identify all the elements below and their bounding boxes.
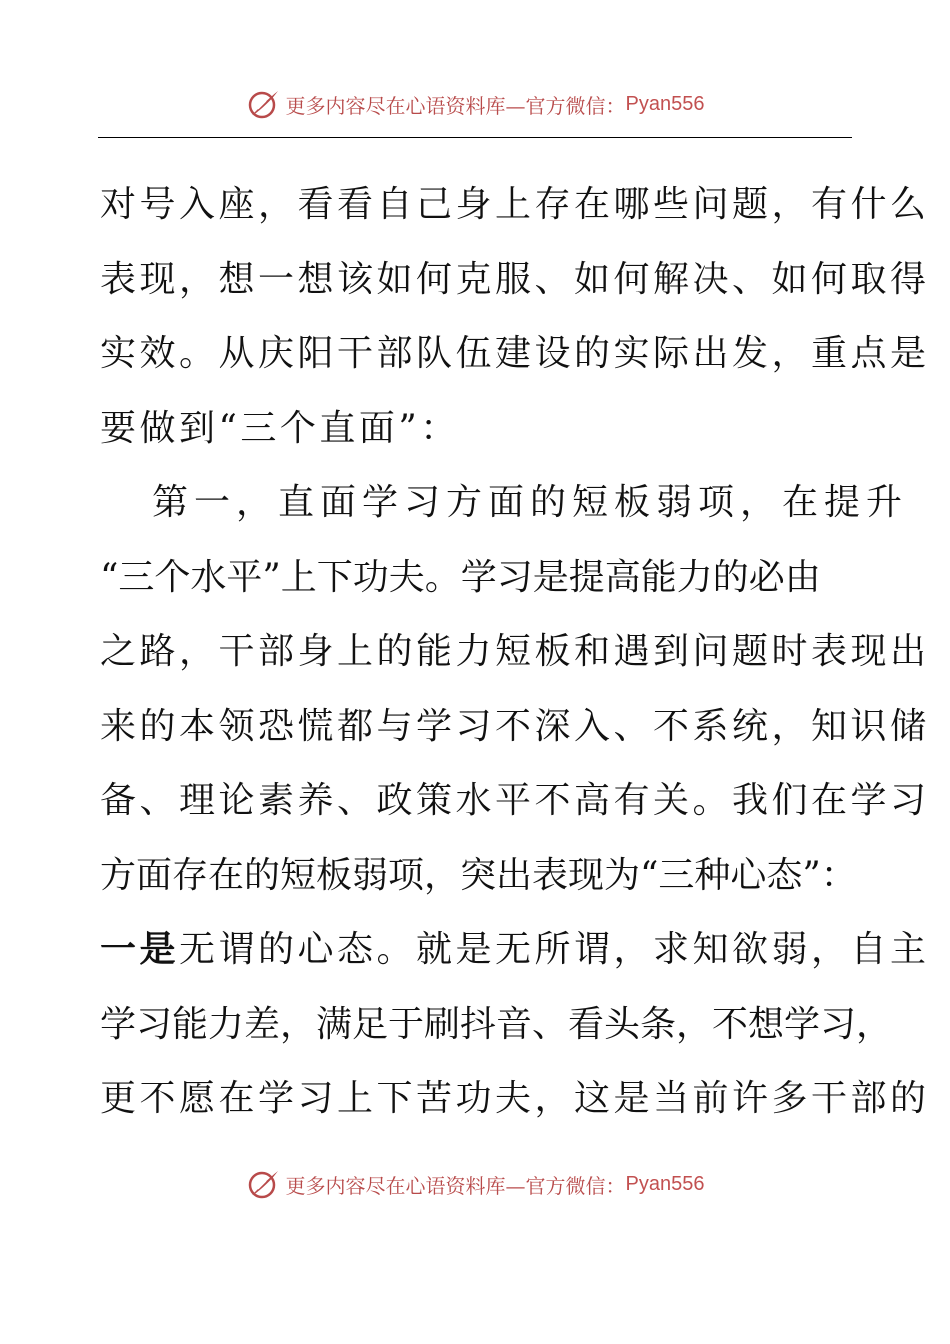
feather-logo-icon bbox=[246, 1167, 280, 1201]
feather-logo-icon bbox=[246, 87, 280, 121]
watermark-text: 更多内容尽在心语资料库—官方微信： bbox=[285, 1173, 626, 1198]
text-line-1: 对号入座，看看自己身上存在哪些问题，有什么 bbox=[100, 184, 930, 225]
text-line-13: 更不愿在学习上下苦功夫，这是当前许多干部的 bbox=[100, 1078, 930, 1119]
text-line-11: 一是无谓的心态。就是无所谓，求知欲弱，自主 bbox=[100, 929, 930, 970]
text-line-5: 第一，直面学习方面的短板弱项，在提升 bbox=[152, 482, 909, 523]
text-line-3: 实效。从庆阳干部队伍建设的实际出发，重点是 bbox=[100, 333, 930, 374]
text-line-9: 备、理论素养、政策水平不高有关。我们在学习 bbox=[100, 780, 930, 821]
text-line-4: 要做到“三个直面”： bbox=[100, 407, 460, 449]
text-line-12: 学习能力差，满足于刷抖音、看头条，不想学习， bbox=[100, 1003, 893, 1045]
text-line-10: 方面存在的短板弱项，突出表现为“三种心态”： bbox=[100, 854, 857, 896]
text-line-2: 表现，想一想该如何克服、如何解决、如何取得 bbox=[100, 258, 930, 300]
footer-watermark bbox=[0, 1164, 950, 1204]
header-divider bbox=[98, 137, 852, 138]
watermark-wechat-id: Pyan556 bbox=[625, 92, 705, 115]
text-line-7: 之路，干部身上的能力短板和遇到问题时表现出 bbox=[100, 631, 930, 672]
emphasis-label: 一是 bbox=[100, 929, 180, 970]
watermark-text: 更多内容尽在心语资料库—官方微信： bbox=[285, 93, 626, 118]
text-line-8: 来的本领恐慌都与学习不深入、不系统，知识储 bbox=[100, 705, 930, 747]
text-line-6: “三个水平”上下功夫。学习是提高能力的必由 bbox=[100, 556, 821, 598]
watermark-wechat-id: Pyan556 bbox=[625, 1172, 705, 1195]
header-watermark bbox=[0, 84, 950, 124]
document-body bbox=[100, 168, 930, 1137]
